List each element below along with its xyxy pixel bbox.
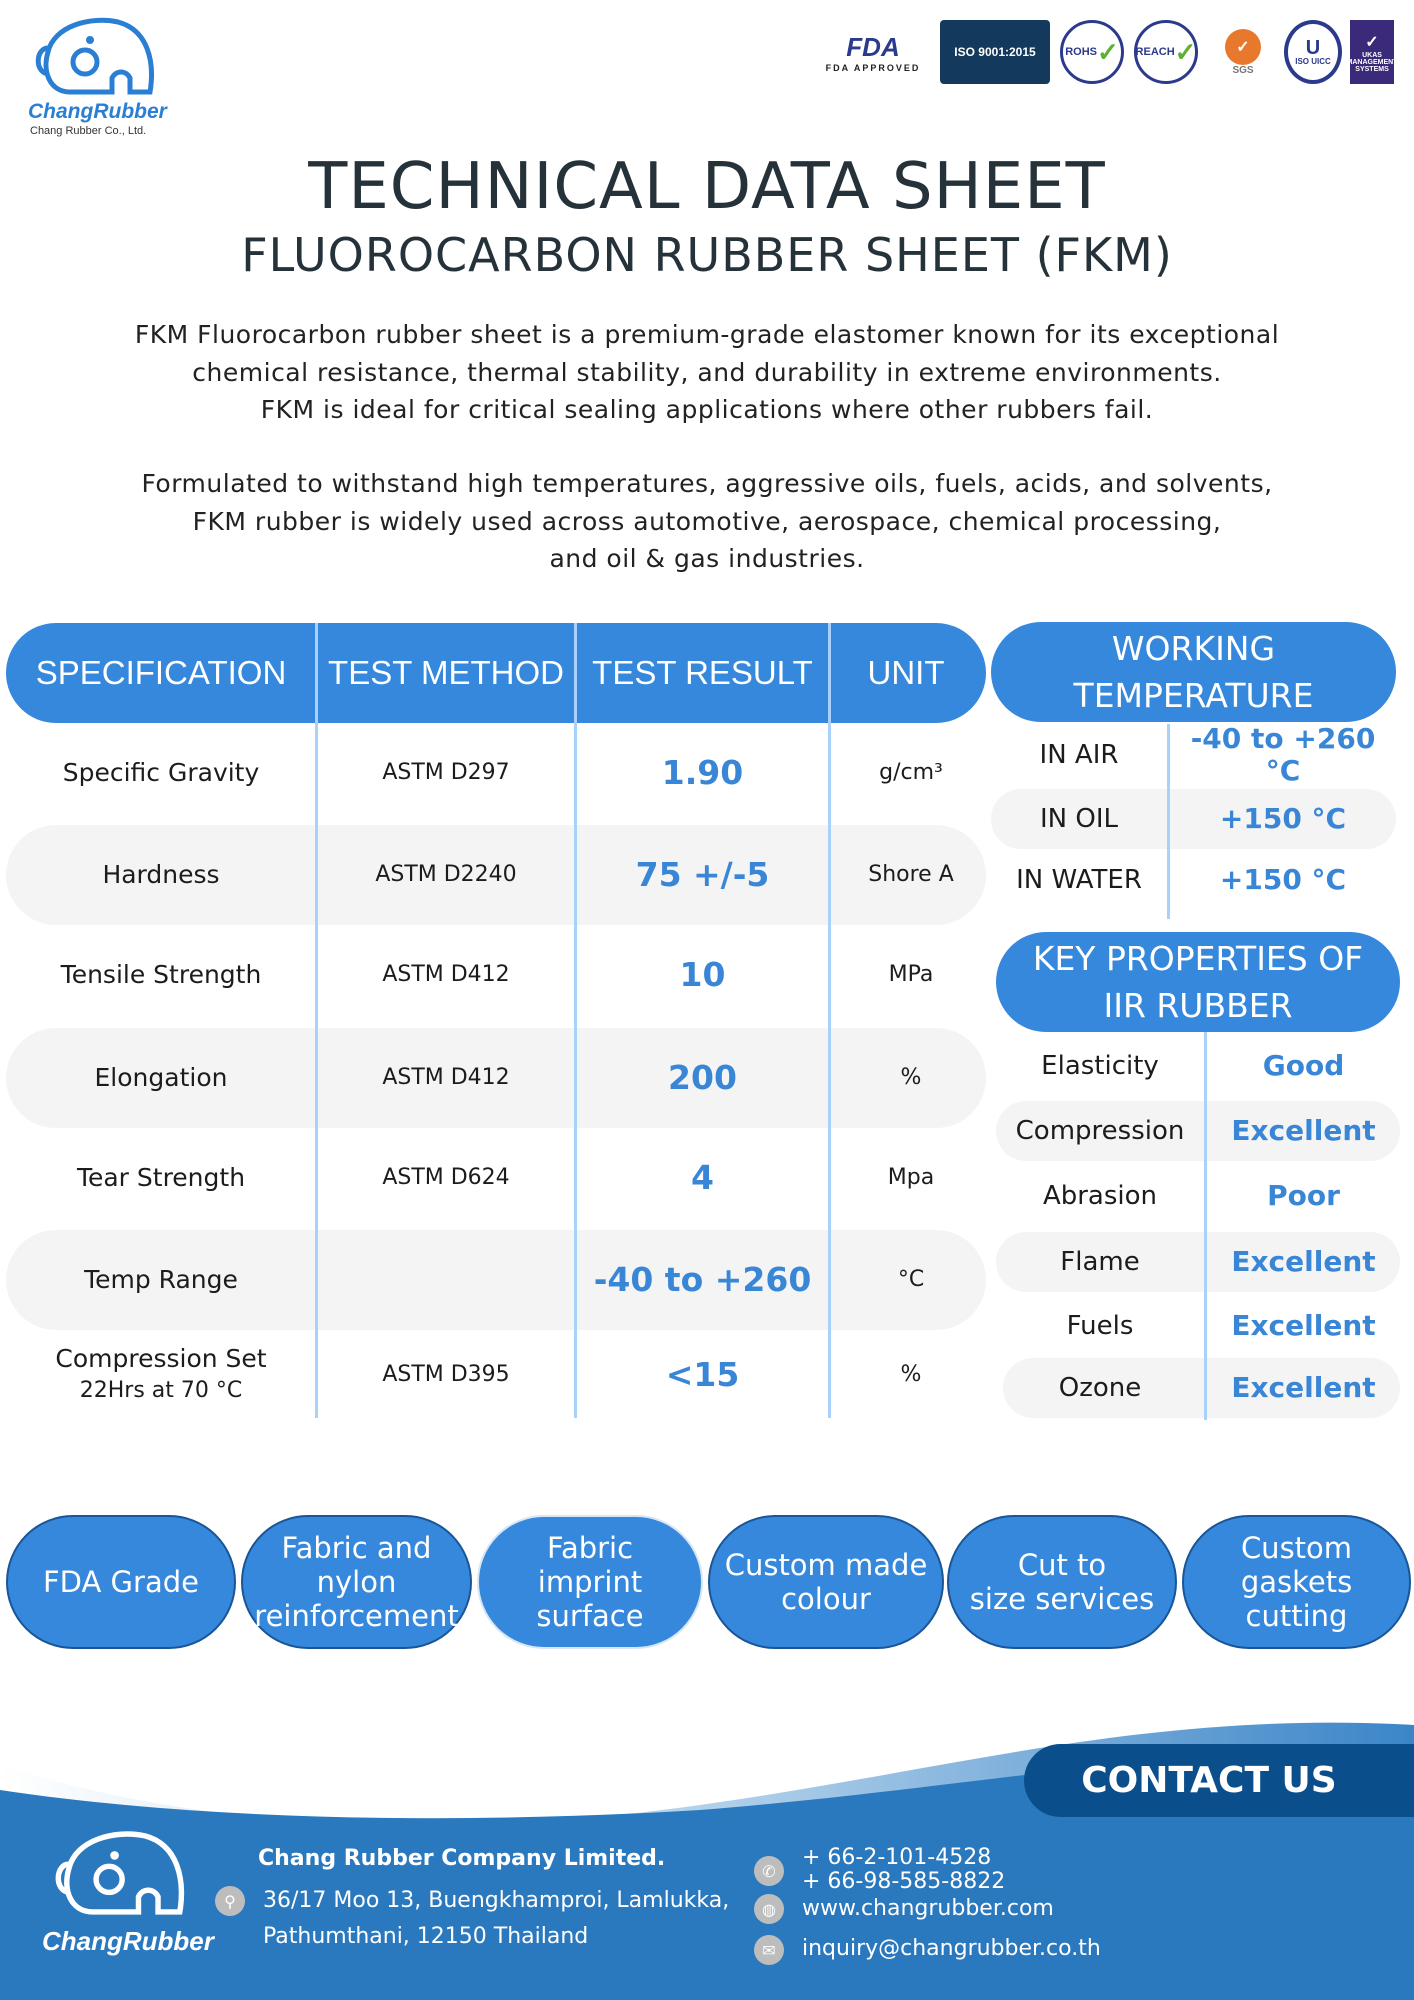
feature-label xyxy=(536,1531,643,1633)
fda-approved-logo: FDA FDA APPROVED xyxy=(825,31,921,73)
logo-company: Chang Rubber Co., Ltd. xyxy=(30,125,147,137)
feature-label-line: Custom made xyxy=(724,1548,928,1582)
working-temp-value: +150 °C xyxy=(1219,863,1347,896)
intro-paragraph-1 xyxy=(0,316,1414,429)
property-label: Ozone xyxy=(1058,1373,1142,1403)
working-temp-value: -40 to +260 °C xyxy=(1190,722,1376,787)
test-method: ASTM D2240 xyxy=(375,862,517,887)
feature-label-line: Cut to xyxy=(1017,1548,1107,1582)
company-logo xyxy=(25,12,165,142)
test-method: ASTM D412 xyxy=(382,962,510,987)
unit: MPa xyxy=(888,962,934,987)
unit: Shore A xyxy=(868,862,954,887)
footer-address-1: 36/17 Moo 13, Buengkhamproi, Lamlukka, xyxy=(263,1888,730,1913)
spec-name-text: Tensile Strength xyxy=(60,960,262,989)
spec-name xyxy=(6,925,316,1025)
logo-wordmark: ChangRubber xyxy=(28,100,167,123)
header-line: KEY PROPERTIES OF xyxy=(1032,939,1364,978)
unit: % xyxy=(900,1362,922,1387)
working-temperature-header xyxy=(991,622,1396,722)
intro-line: FKM rubber is widely used across automotive, aerospace, chemical processing, xyxy=(192,506,1222,536)
contact-us-badge xyxy=(1024,1744,1414,1817)
property-rating: Excellent xyxy=(1231,1309,1376,1342)
feature-label xyxy=(725,1548,928,1616)
feature-label-line: surface xyxy=(536,1599,644,1633)
footer-phone-2[interactable]: + 66-98-585-8822 xyxy=(802,1869,1006,1894)
feature-label-line: gaskets xyxy=(1240,1565,1353,1599)
test-result: 75 +/-5 xyxy=(635,855,770,894)
spec-name-text: Specific Gravity xyxy=(62,758,260,787)
column-header-test-result: TEST RESULT xyxy=(592,654,813,691)
rohs-logo: ROHS ✓ xyxy=(1060,20,1124,84)
spec-name-text: Hardness xyxy=(102,860,220,889)
test-method: ASTM D624 xyxy=(382,1165,510,1190)
intro-paragraph-2 xyxy=(0,465,1414,578)
elephant-logo-icon xyxy=(30,12,160,104)
property-label: Compression xyxy=(1015,1116,1185,1146)
working-temp-label: IN WATER xyxy=(1016,865,1142,895)
working-temp-label: IN AIR xyxy=(1039,740,1119,770)
feature-label xyxy=(254,1531,458,1633)
test-method: ASTM D297 xyxy=(382,760,510,785)
column-header-test-method: TEST METHOD xyxy=(328,654,564,691)
property-label: Fuels xyxy=(1066,1311,1134,1341)
property-label: Abrasion xyxy=(1042,1181,1158,1211)
key-properties-header xyxy=(996,932,1400,1032)
contact-us-label: CONTACT US xyxy=(1081,1759,1337,1801)
feature-label-line: cutting xyxy=(1245,1599,1348,1633)
column-header-specification: SPECIFICATION xyxy=(35,654,287,691)
unit: g/cm³ xyxy=(879,760,943,785)
property-rating: Good xyxy=(1262,1049,1345,1082)
spec-name-text: Tear Strength xyxy=(76,1163,246,1192)
phone-icon: ✆ xyxy=(754,1856,784,1886)
feature-label-line: nylon xyxy=(316,1565,397,1599)
uicc-logo-text: ISO UICC xyxy=(1295,57,1331,66)
unit: °C xyxy=(897,1267,925,1292)
feature-label-line: Fabric xyxy=(546,1531,634,1565)
property-label: Elasticity xyxy=(1041,1051,1159,1081)
spec-name xyxy=(6,1028,316,1128)
spec-name xyxy=(6,825,316,925)
property-label: Flame xyxy=(1060,1247,1140,1277)
feature-pill xyxy=(947,1515,1177,1649)
property-rating: Excellent xyxy=(1231,1114,1376,1147)
footer-company-name: Chang Rubber Company Limited. xyxy=(258,1846,666,1871)
working-temp-value: +150 °C xyxy=(1219,802,1347,835)
unit: % xyxy=(900,1065,922,1090)
spec-name-text: Compression Set xyxy=(55,1344,267,1373)
feature-pill xyxy=(708,1515,944,1649)
property-rating: Excellent xyxy=(1231,1371,1376,1404)
footer-address-2: Pathumthani, 12150 Thailand xyxy=(263,1924,589,1949)
spec-name-text: Temp Range xyxy=(84,1265,238,1294)
spec-name xyxy=(6,723,316,823)
feature-label-line: Custom xyxy=(1240,1531,1353,1565)
spec-name xyxy=(6,1230,316,1330)
feature-label-line: imprint xyxy=(537,1565,643,1599)
location-pin-icon: ⚲ xyxy=(215,1886,245,1916)
footer-brand: ChangRubber xyxy=(42,1926,214,1956)
header-line: IIR RUBBER xyxy=(1103,986,1293,1025)
feature-label-line: size services xyxy=(969,1582,1155,1616)
feature-label-line: Fabric and xyxy=(281,1531,432,1565)
test-result: -40 to +260 xyxy=(593,1260,812,1299)
test-result: 200 xyxy=(668,1058,737,1097)
feature-pill xyxy=(477,1515,703,1649)
mail-icon: ✉ xyxy=(754,1935,784,1965)
intro-line: and oil & gas industries. xyxy=(549,544,865,573)
footer-email-link[interactable]: inquiry@changrubber.co.th xyxy=(802,1936,1101,1961)
spec-name-text: Elongation xyxy=(94,1063,228,1092)
feature-label-line: colour xyxy=(781,1582,871,1616)
feature-pill xyxy=(1182,1515,1411,1649)
sgs-logo: ✓ SGS xyxy=(1212,20,1274,84)
spec-name xyxy=(6,1128,316,1228)
test-result: 1.90 xyxy=(661,753,744,792)
test-result: <15 xyxy=(665,1355,740,1394)
test-method: ASTM D412 xyxy=(382,1065,510,1090)
feature-label-line: reinforcement xyxy=(254,1599,459,1633)
feature-label xyxy=(1241,1531,1352,1633)
working-temp-label: IN OIL xyxy=(1040,804,1118,834)
feature-pill xyxy=(6,1515,236,1649)
unit: Mpa xyxy=(887,1165,935,1190)
page-subtitle: FLUOROCARBON RUBBER SHEET (FKM) xyxy=(241,228,1173,282)
reach-logo: REACH ✓ xyxy=(1134,20,1198,84)
footer-website-link[interactable]: www.changrubber.com xyxy=(802,1896,1054,1921)
feature-label-line: FDA Grade xyxy=(43,1565,199,1599)
feature-pill xyxy=(241,1515,472,1649)
spec-condition-text: 22Hrs at 70 °C xyxy=(79,1378,243,1403)
header-line: TEMPERATURE xyxy=(1073,676,1314,715)
intro-line: FKM Fluorocarbon rubber sheet is a premium-grade elastomer known for its exceptional xyxy=(134,320,1280,349)
footer-elephant-logo-icon xyxy=(45,1825,195,1925)
test-result: 4 xyxy=(691,1158,714,1197)
column-header-unit: UNIT xyxy=(867,654,945,691)
ukas-logo: ✓ UKAS MANAGEMENT SYSTEMS xyxy=(1350,20,1394,84)
property-rating: Poor xyxy=(1267,1179,1340,1212)
spec-name xyxy=(6,1330,316,1420)
feature-label xyxy=(970,1548,1154,1616)
globe-icon: ◍ xyxy=(754,1894,784,1924)
intro-line: Formulated to withstand high temperatures, aggressive oils, fuels, acids, and solvents, xyxy=(141,469,1273,498)
footer-phone-1[interactable]: + 66-2-101-4528 xyxy=(802,1845,992,1870)
property-rating: Excellent xyxy=(1231,1245,1376,1278)
intro-line: FKM is ideal for critical sealing applications where other rubbers fail. xyxy=(260,395,1154,424)
test-method: ASTM D395 xyxy=(382,1362,510,1387)
header-line: WORKING xyxy=(1111,629,1276,668)
uicc-logo: U ISO UICC xyxy=(1284,20,1342,84)
test-result: 10 xyxy=(679,955,726,994)
page-title: TECHNICAL DATA SHEET xyxy=(308,150,1106,224)
test-method xyxy=(318,1230,574,1330)
intro-line: chemical resistance, thermal stability, and durability in extreme environments. xyxy=(192,357,1222,387)
feature-label xyxy=(43,1565,199,1599)
iso-logo: ISO 9001:2015 xyxy=(940,20,1050,84)
